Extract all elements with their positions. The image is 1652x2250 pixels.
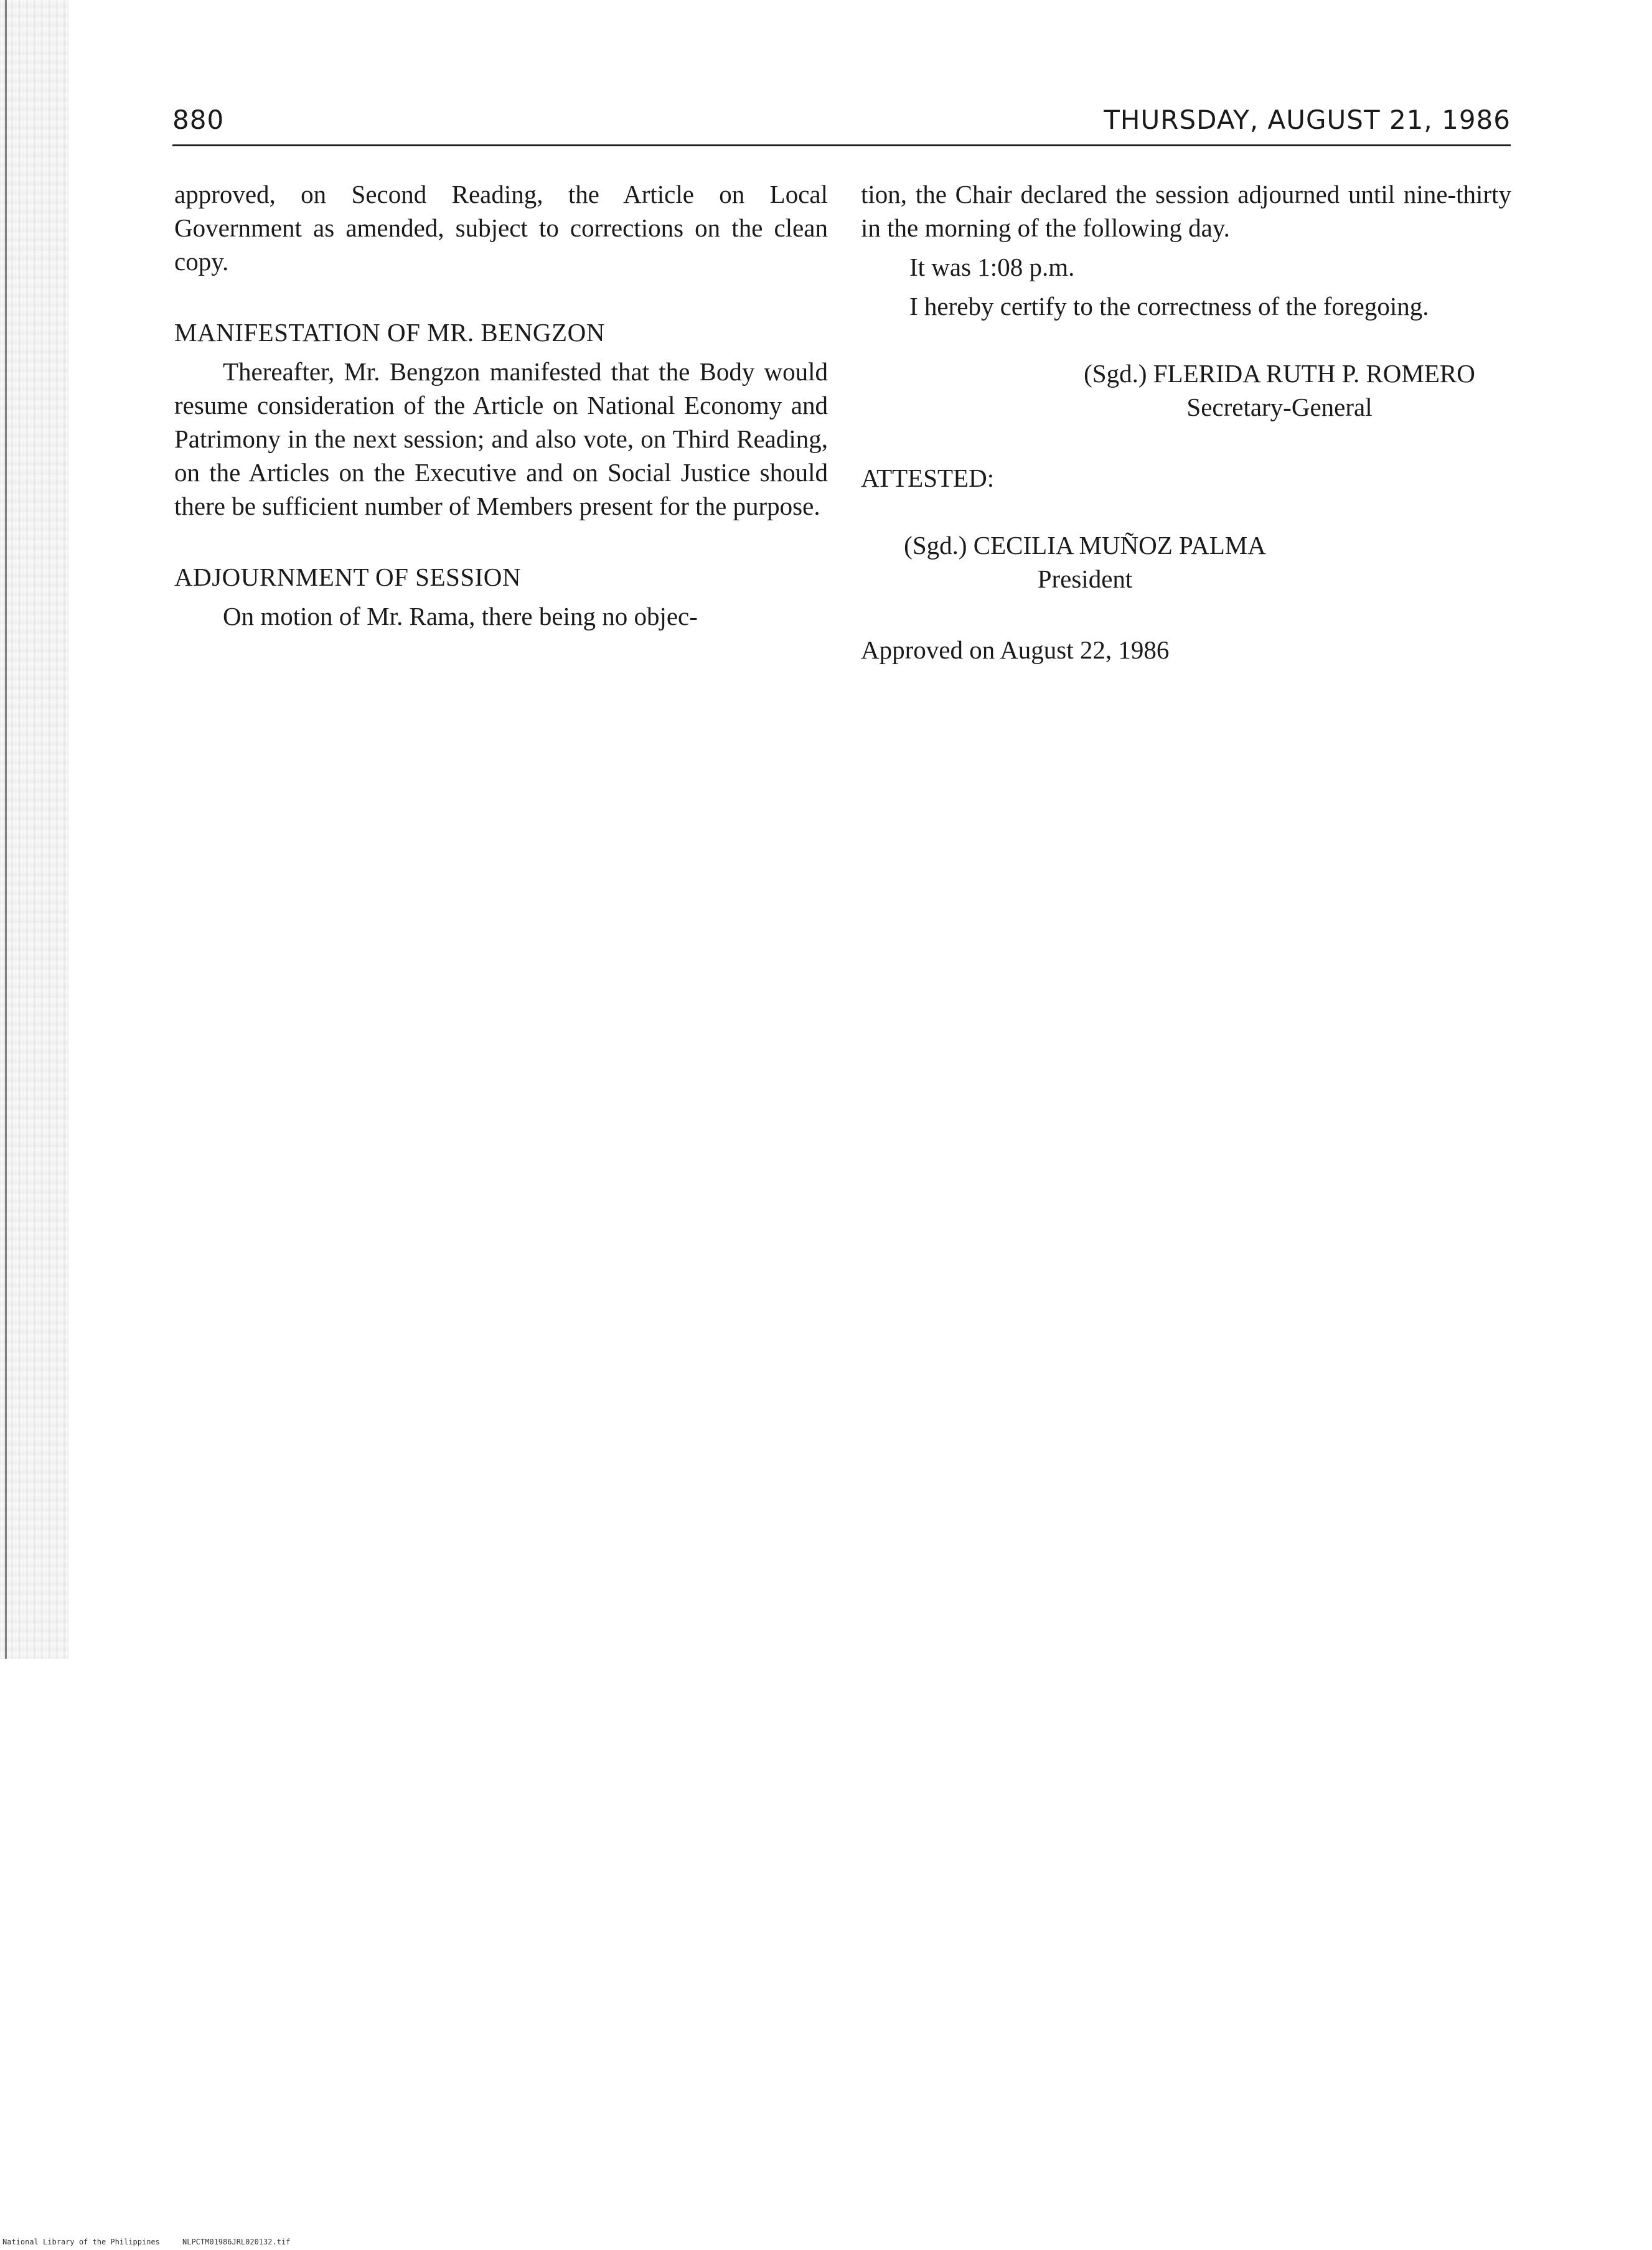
- running-head: [172, 105, 1511, 148]
- manifestation-paragraph: Thereafter, Mr. Bengzon manifested that the Body would resume consideration of the Article on National Economy and Patrimony in the next session; and also vote, on Third Reading, on the Articles on the Executive and on Social Justice should there be sufficient number of Members present for the purpose.: [174, 357, 828, 520]
- right-column: [861, 177, 1511, 667]
- secretary-signature-block: [861, 357, 1511, 424]
- header-rule: [172, 144, 1511, 146]
- session-date: THURSDAY, AUGUST 21, 1986: [1104, 105, 1511, 135]
- adjournment-paragraph: On motion of Mr. Rama, there being no objec-: [223, 602, 698, 630]
- president-name: (Sgd.) CECILIA MUÑOZ PALMA: [904, 531, 1266, 560]
- continued-paragraph: approved, on Second Reading, the Article on Local Government as amended, subject to corrections on the clean copy.: [174, 180, 828, 276]
- library-credit: National Library of the Philippines: [2, 2238, 160, 2246]
- attested-label: ATTESTED:: [861, 464, 995, 492]
- section-heading-manifestation: MANIFESTATION OF MR. BENGZON: [174, 318, 605, 347]
- page-edge-line: [5, 0, 7, 1659]
- section-heading-adjournment: ADJOURNMENT OF SESSION: [174, 563, 521, 591]
- adjournment-continued-paragraph: tion, the Chair declared the session adjourned until nine-thirty in the morning of the following day.: [861, 180, 1511, 242]
- file-identifier: NLPCTM01986JRL020132.tif: [182, 2238, 291, 2246]
- scanned-page-edge: [0, 0, 68, 1659]
- left-column: [174, 177, 828, 633]
- president-signature-block: [861, 528, 1272, 596]
- time-paragraph: It was 1:08 p.m.: [909, 253, 1075, 281]
- approval-line: Approved on August 22, 1986: [861, 635, 1170, 664]
- secretary-title: Secretary-General: [1186, 393, 1373, 421]
- scan-footer: [2, 2238, 290, 2246]
- secretary-name: (Sgd.) FLERIDA RUTH P. ROMERO: [1084, 359, 1475, 388]
- president-title: President: [1037, 565, 1133, 593]
- page-number: 880: [172, 105, 225, 135]
- certification-paragraph: I hereby certify to the correctness of the foregoing.: [909, 292, 1429, 321]
